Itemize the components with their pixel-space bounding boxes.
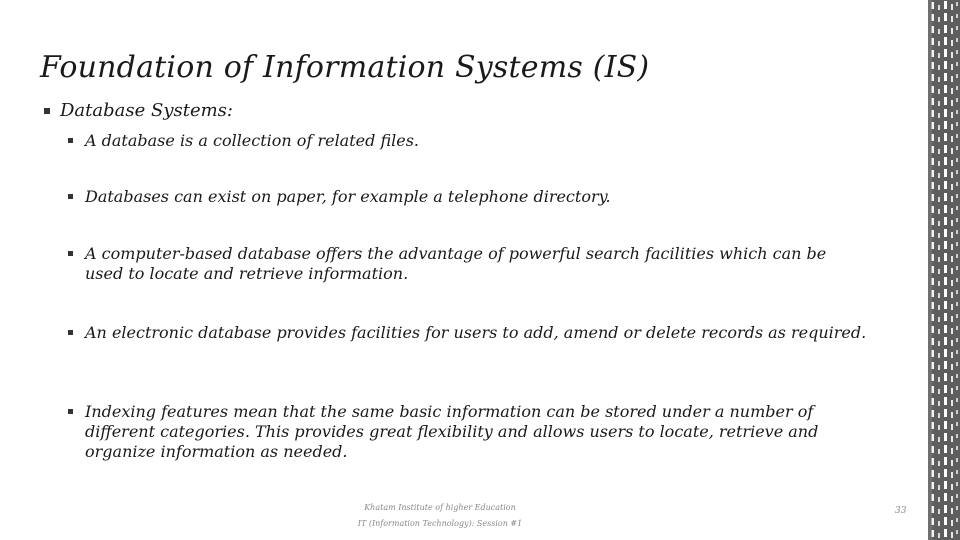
grunge-texture-icon — [928, 0, 960, 540]
slide-title: Foundation of Information Systems (IS) — [40, 50, 650, 85]
slide-footer — [340, 500, 540, 532]
sub-bullet — [68, 323, 868, 343]
sub-bullet-text: A database is a collection of related files. — [85, 131, 419, 150]
square-bullet-icon — [68, 409, 73, 414]
main-bullet-text: Database Systems: — [60, 100, 233, 121]
sub-bullet-text: Databases can exist on paper, for example a telephone directory. — [85, 187, 611, 206]
decorative-side-band — [928, 0, 960, 540]
square-bullet-icon — [68, 251, 73, 256]
sub-bullet-text: Indexing features mean that the same basic information can be stored under a number of different categories. This provides great flexibility and allows users to locate, retrieve and organize information as needed. — [85, 402, 819, 461]
page-number: 33 — [895, 506, 907, 516]
sub-bullet-text: An electronic database provides facilities for users to add, amend or delete records as required. — [85, 323, 867, 342]
footer-session: IT (Information Technology): Session #1 — [357, 519, 523, 528]
square-bullet-icon — [44, 108, 50, 114]
sub-bullet — [68, 187, 868, 207]
main-bullet — [44, 100, 233, 121]
square-bullet-icon — [68, 138, 73, 143]
sub-bullet — [68, 131, 868, 151]
footer-institution: Khatam Institute of higher Education — [364, 503, 516, 512]
sub-bullet — [68, 402, 868, 462]
sub-bullet — [68, 244, 868, 284]
square-bullet-icon — [68, 194, 73, 199]
square-bullet-icon — [68, 330, 73, 335]
sub-bullet-text: A computer-based database offers the advantage of powerful search facilities which can be used to locate and retrieve information. — [85, 244, 827, 283]
